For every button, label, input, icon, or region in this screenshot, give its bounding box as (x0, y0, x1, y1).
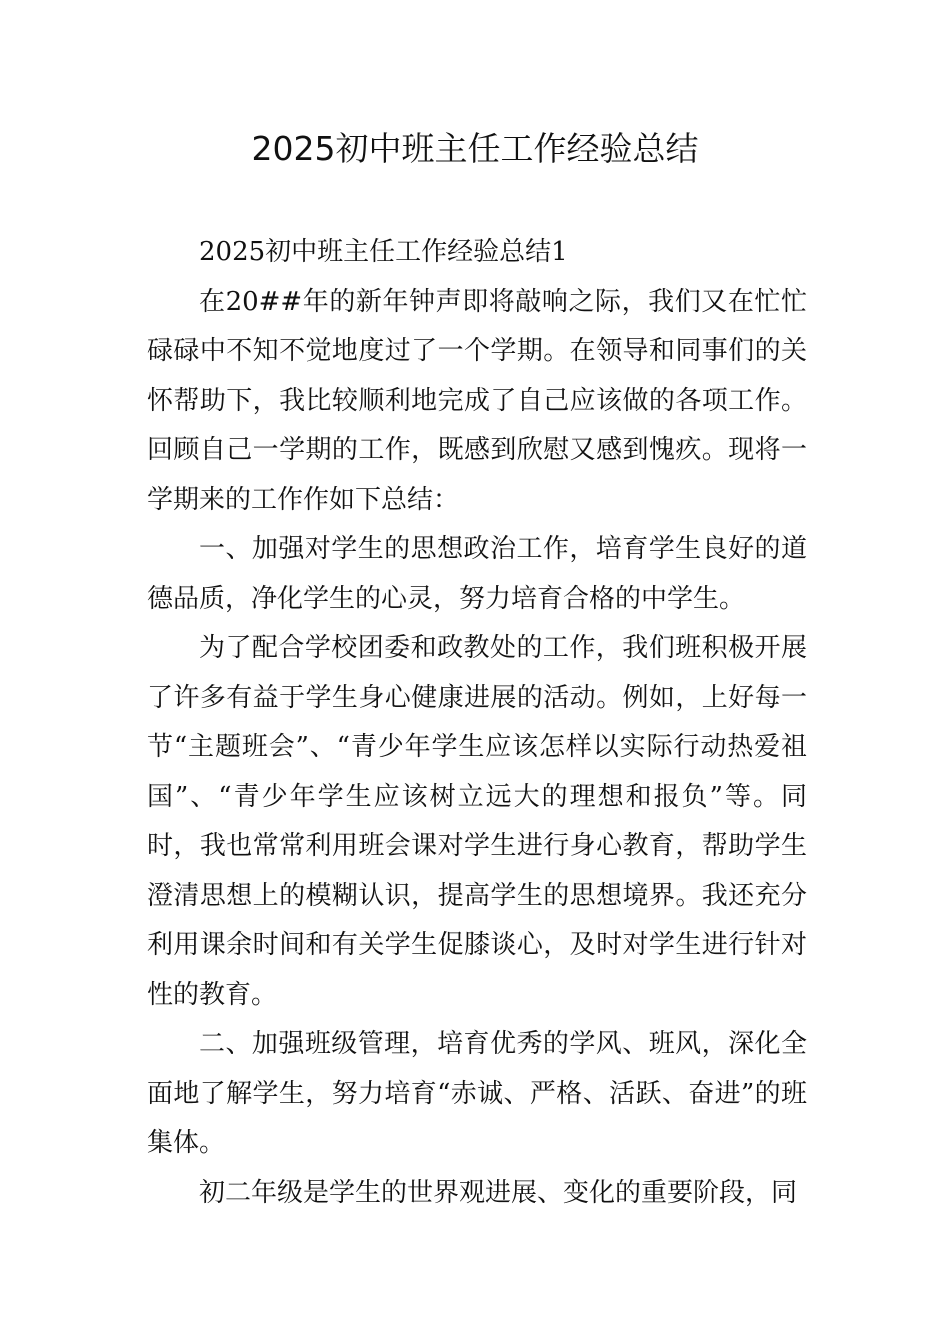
document-body (147, 228, 807, 1218)
paragraph-point-one: 一、加强对学生的思想政治工作，培育学生良好的道德品质，净化学生的心灵，努力培育合格的中学生。 (147, 534, 807, 614)
paragraph-grade-two: 初二年级是学生的世界观进展、变化的重要阶段，同 (199, 1177, 798, 1208)
paragraph-point-two: 二、加强班级管理，培育优秀的学风、班风，深化全面地了解学生，努力培育“赤诚、严格、活跃、奋进”的班集体。 (147, 1029, 807, 1158)
section-heading: 2025初中班主任工作经验总结1 (199, 237, 568, 267)
document-title: 2025初中班主任工作经验总结 (251, 129, 699, 168)
paragraph-activities: 为了配合学校团委和政教处的工作，我们班积极开展了许多有益于学生身心健康进展的活动。例如，上好每一节“主题班会”、“青少年学生应该怎样以实际行动热爱祖国”、“青少年学生应该树立远大的理想和报负”等。同时，我也常常利用班会课对学生进行身心教育，帮助学生澄清思想上的模糊认识，提高学生的思想境界。我还充分利用课余时间和有关学生促膝谈心，及时对学生进行针对性的教育。 (147, 633, 807, 1010)
paragraph-intro: 在20##年的新年钟声即将敲响之际，我们又在忙忙碌碌中不知不觉地度过了一个学期。在领导和同事们的关怀帮助下，我比较顺利地完成了自己应该做的各项工作。回顾自己一学期的工作，既感到欣慰又感到愧疚。现将一学期来的工作作如下总结： (147, 286, 807, 515)
